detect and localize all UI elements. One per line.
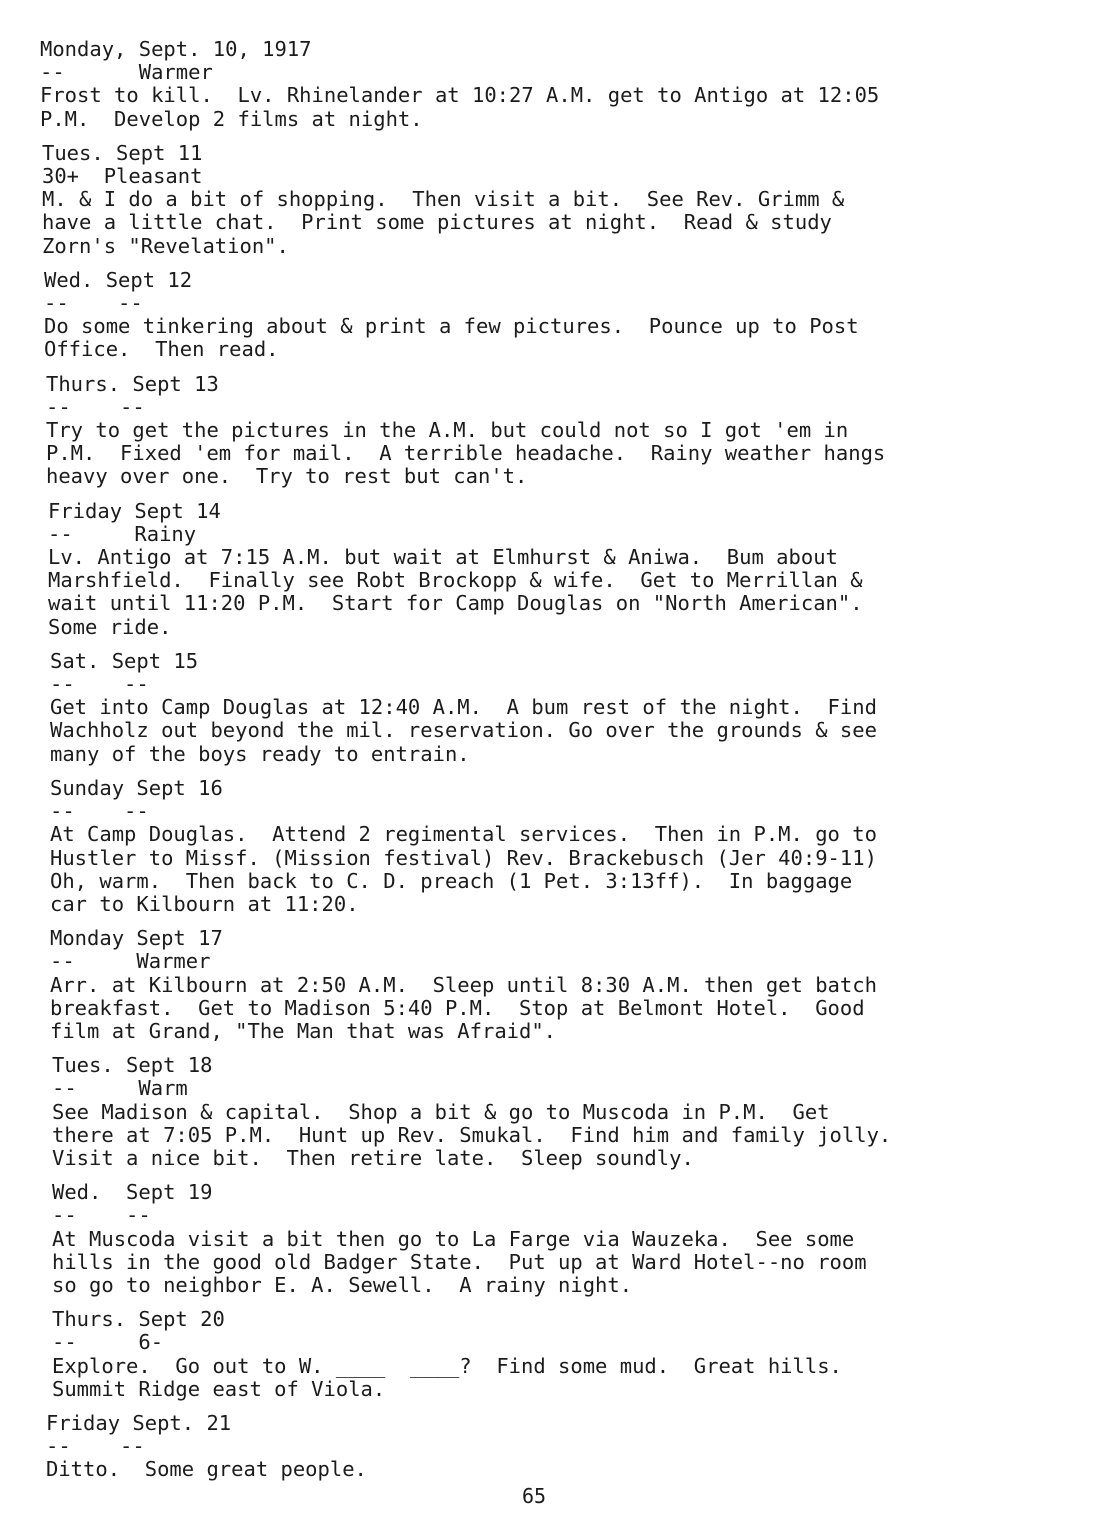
entry-date-heading: Tues. Sept 11 xyxy=(42,140,203,165)
diary-entry xyxy=(42,142,1090,258)
entry-date-heading: Sunday Sept 16 xyxy=(50,775,223,800)
diary-entry xyxy=(50,650,1090,766)
entry-text-line: See Madison & capital. Shop a bit & go to Muscoda in P.M. Get xyxy=(52,1099,830,1124)
entry-text-line: P.M. Fixed 'em for mail. A terrible headache. Rainy weather hangs xyxy=(46,441,886,466)
diary-entry xyxy=(52,1308,1090,1401)
diary-entry xyxy=(44,269,1090,362)
entry-weather: -- -- xyxy=(44,291,143,316)
diary-entry xyxy=(52,1054,1090,1170)
entry-text-line: Ditto. Some great people. xyxy=(46,1457,367,1482)
entry-date-heading: Thurs. Sept 13 xyxy=(46,371,219,396)
entry-date-heading: Thurs. Sept 20 xyxy=(52,1307,225,1332)
entry-date-heading: Wed. Sept 12 xyxy=(44,267,193,292)
entry-text-line: hills in the good old Badger State. Put up at Ward Hotel--no room xyxy=(52,1249,867,1274)
entry-text-line: Marshfield. Finally see Robt Brockopp & wife. Get to Merrillan & xyxy=(48,568,863,593)
diary-entry xyxy=(48,500,1090,639)
entry-text-line: At Camp Douglas. Attend 2 regimental services. Then in P.M. go to xyxy=(50,822,877,847)
entry-weather: -- Warm xyxy=(52,1076,188,1101)
entry-text-line: Summit Ridge east of Viola. xyxy=(52,1376,386,1401)
entry-date-heading: Monday Sept 17 xyxy=(50,926,223,951)
entry-text-line: car to Kilbourn at 11:20. xyxy=(50,891,359,916)
entry-text-line: Get into Camp Douglas at 12:40 A.M. A bum rest of the night. Find xyxy=(50,695,877,720)
entry-text-line: P.M. Develop 2 films at night. xyxy=(40,106,423,131)
entry-text-line: M. & I do a bit of shopping. Then visit a bit. See Rev. Grimm & xyxy=(42,187,845,212)
entry-weather: -- -- xyxy=(52,1203,151,1228)
diary-entry xyxy=(50,777,1090,916)
entry-weather: -- -- xyxy=(50,799,149,824)
entry-text-line: At Muscoda visit a bit then go to La Farge via Wauzeka. See some xyxy=(52,1226,855,1251)
entry-text-line: Some ride. xyxy=(48,614,172,639)
entry-weather: -- Warmer xyxy=(40,60,213,85)
entry-text-line: Office. Then read. xyxy=(44,337,279,362)
entry-text-line: have a little chat. Print some pictures at night. Read & study xyxy=(42,210,832,235)
entry-weather: -- -- xyxy=(46,394,145,419)
entry-text-line: film at Grand, "The Man that was Afraid". xyxy=(50,1018,557,1043)
entry-text-line: Oh, warm. Then back to C. D. preach (1 Pet. 3:13ff). In baggage xyxy=(50,868,853,893)
diary-entry xyxy=(46,1412,1090,1482)
entry-weather: -- Rainy xyxy=(48,521,197,546)
entry-text-line: Try to get the pictures in the A.M. but could not so I got 'em in xyxy=(46,418,849,443)
entry-text-line: Hustler to Missf. (Mission festival) Rev. Brackebusch (Jer 40:9-11) xyxy=(50,845,877,870)
entry-text-line: Visit a nice bit. Then retire late. Sleep soundly. xyxy=(52,1145,694,1170)
entry-text-line: wait until 11:20 P.M. Start for Camp Douglas on "North American". xyxy=(48,591,863,616)
entry-weather: 30+ Pleasant xyxy=(42,164,203,189)
entry-text-line: Lv. Antigo at 7:15 A.M. but wait at Elmhurst & Aniwa. Bum about xyxy=(48,545,838,570)
entry-text-line: breakfast. Get to Madison 5:40 P.M. Stop at Belmont Hotel. Good xyxy=(50,995,865,1020)
entry-text-line: Zorn's "Revelation". xyxy=(42,233,289,258)
entry-text-line: Do some tinkering about & print a few pictures. Pounce up to Post xyxy=(44,314,859,339)
diary-entry xyxy=(40,38,1090,131)
entry-date-heading: Friday Sept 14 xyxy=(48,498,221,523)
entry-text-line: Explore. Go out to W. ____ ____? Find some mud. Great hills. xyxy=(52,1353,842,1378)
page-number: 65 xyxy=(522,1484,547,1508)
entry-text-line: heavy over one. Try to rest but can't. xyxy=(46,464,528,489)
entry-weather: -- Warmer xyxy=(50,949,211,974)
entry-text-line: Frost to kill. Lv. Rhinelander at 10:27 A.M. get to Antigo at 12:05 xyxy=(40,83,880,108)
diary-entry xyxy=(46,373,1090,489)
entry-date-heading: Friday Sept. 21 xyxy=(46,1410,232,1435)
entry-weather: -- -- xyxy=(50,672,149,697)
entry-text-line: many of the boys ready to entrain. xyxy=(50,741,470,766)
entry-text-line: so go to neighbor E. A. Sewell. A rainy night. xyxy=(52,1272,633,1297)
diary-entry xyxy=(50,927,1090,1043)
diary-entry xyxy=(52,1181,1090,1297)
entry-date-heading: Wed. Sept 19 xyxy=(52,1180,213,1205)
entry-date-heading: Monday, Sept. 10, 1917 xyxy=(40,37,312,61)
entry-weather: -- 6- xyxy=(52,1330,164,1355)
diary-entries xyxy=(40,38,1090,1493)
entry-text-line: there at 7:05 P.M. Hunt up Rev. Smukal. Find him and family jolly. xyxy=(52,1122,892,1147)
entry-text-line: Wachholz out beyond the mil. reservation. Go over the grounds & see xyxy=(50,718,877,743)
entry-text-line: Arr. at Kilbourn at 2:50 A.M. Sleep until 8:30 A.M. then get batch xyxy=(50,972,877,997)
entry-weather: -- -- xyxy=(46,1434,145,1459)
entry-date-heading: Tues. Sept 18 xyxy=(52,1053,213,1078)
entry-date-heading: Sat. Sept 15 xyxy=(50,648,199,673)
